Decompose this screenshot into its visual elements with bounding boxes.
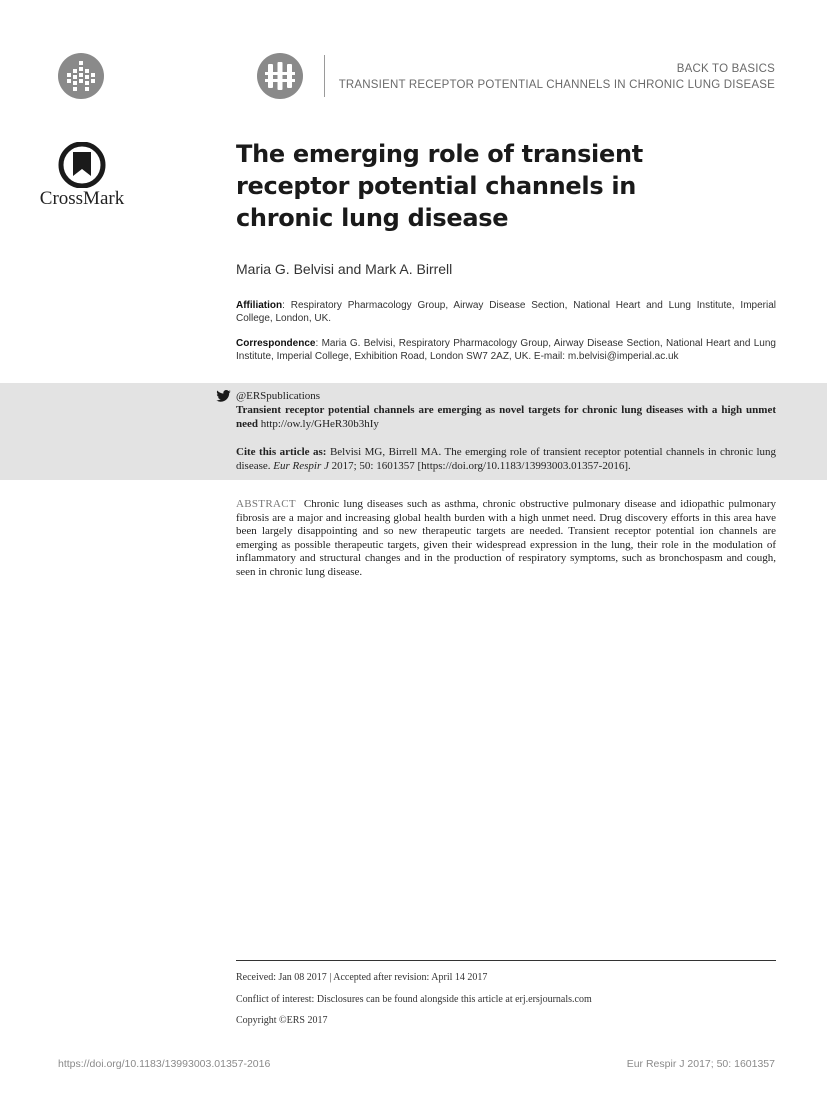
ers-logo-icon: [257, 53, 303, 99]
section-label: BACK TO BASICS: [676, 63, 775, 75]
header-divider: [324, 55, 325, 97]
topic-label: TRANSIENT RECEPTOR POTENTIAL CHANNELS IN CHRONIC LUNG DISEASE: [338, 79, 775, 91]
abstract-text: Chronic lung diseases such as asthma, chronic obstructive pulmonary disease and idiopathic pulmonary fibrosis are a major and increasing global health burden with a high unmet need. Drug discovery efforts in this area have been largely disappointing and so new therapeutic targets are needed. Transient receptor potential ion channels are emerging as possible therapeutic targets, given their widespread expression in the lung, their role in the modulation of inflammatory and structural changes and in the production of respiratory symptoms, such as bronchospasm and cough, seen in chronic lung disease.: [236, 498, 776, 578]
title-line: chronic lung disease: [236, 204, 509, 232]
running-header: [339, 61, 775, 93]
title-line: The emerging role of transient: [236, 140, 643, 168]
footer-journal-ref: Eur Respir J 2017; 50: 1601357: [626, 1058, 775, 1070]
title-line: receptor potential channels in: [236, 172, 637, 200]
correspondence-text: : Maria G. Belvisi, Respiratory Pharmacology Group, Airway Disease Section, National Heart and Lung Institute, Imperial College, Exhibition Road, London SW7 2AZ, UK. E-mail: m.belvisi@imperial.ac.uk: [236, 338, 776, 362]
cite-text-after[interactable]: 2017; 50: 1601357 [https://doi.org/10.1183/13993003.01357-2016].: [328, 459, 631, 472]
affiliation-label: Affiliation: [236, 300, 283, 311]
twitter-bird-icon[interactable]: [216, 390, 231, 402]
abstract: [236, 498, 776, 579]
affiliation-text: : Respiratory Pharmacology Group, Airway Disease Section, National Heart and Lung Institute, Imperial College, London, UK.: [236, 300, 776, 324]
twitter-message: [236, 404, 776, 431]
tweet-text: Transient receptor potential channels are emerging as novel targets for chronic lung diseases with a high unmet need: [236, 404, 776, 430]
copyright: Copyright ©ERS 2017: [236, 1015, 328, 1026]
article-title: [236, 138, 656, 234]
crossmark-badge[interactable]: [30, 142, 134, 214]
correspondence-label: Correspondence: [236, 338, 316, 349]
crossmark-label: CrossMark: [39, 188, 125, 209]
lung-logo-icon: [58, 53, 104, 99]
cite-journal: Eur Respir J: [273, 459, 329, 472]
tweet-url[interactable]: http://ow.ly/GHeR30b3hIy: [260, 417, 379, 430]
affiliation: [236, 299, 776, 325]
twitter-handle[interactable]: @ERSpublications: [236, 390, 321, 402]
citation: [236, 446, 776, 473]
abstract-label: ABSTRACT: [236, 498, 296, 510]
conflict-of-interest: Conflict of interest: Disclosures can be found alongside this article at erj.ersjournals.com: [236, 994, 592, 1005]
crossmark-icon: [57, 142, 107, 188]
received-dates: Received: Jan 08 2017 | Accepted after revision: April 14 2017: [236, 972, 488, 983]
footnote-divider: [236, 960, 776, 961]
correspondence: [236, 337, 776, 363]
authors: Maria G. Belvisi and Mark A. Birrell: [236, 261, 453, 277]
footer-doi[interactable]: https://doi.org/10.1183/13993003.01357-2016: [58, 1058, 271, 1070]
cite-text: Belvisi MG, Birrell MA. The emerging role of transient receptor potential channels in chronic lung disease.: [236, 446, 777, 472]
cite-label: Cite this article as:: [236, 446, 327, 458]
